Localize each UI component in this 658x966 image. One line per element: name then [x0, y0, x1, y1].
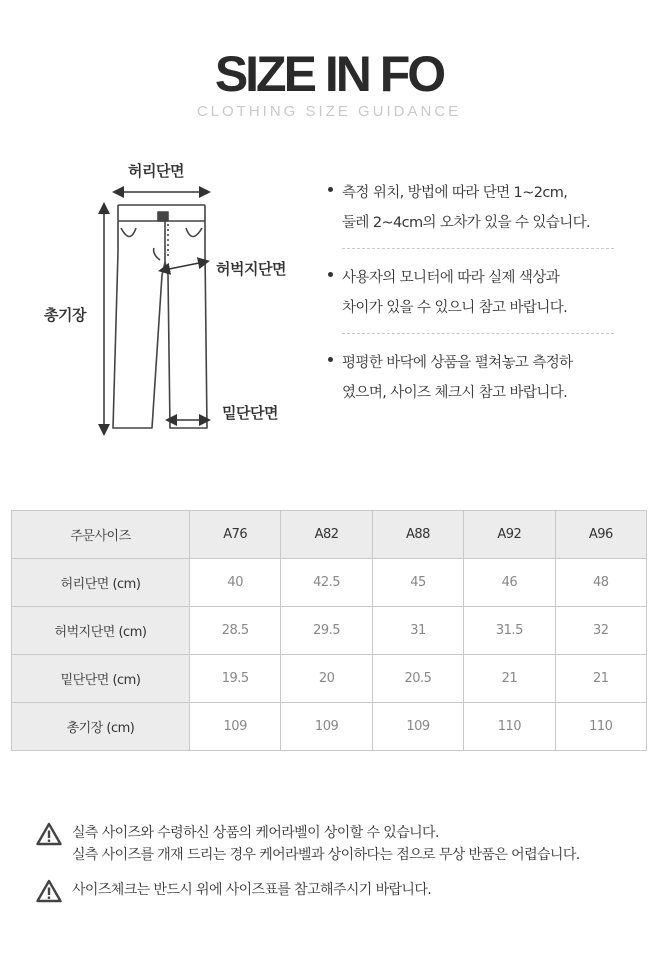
table-cell: 21 [555, 655, 646, 703]
bullet-icon [328, 357, 333, 362]
table-row [12, 655, 647, 703]
table-cell: 32 [555, 607, 646, 655]
bullet-icon [328, 272, 333, 277]
warning-line: 실측 사이즈를 개재 드리는 경우 케어라벨과 상이하다는 점으로 무상 반품은 어렵습니다. [72, 847, 580, 863]
table-cell: 45 [372, 559, 463, 607]
table-cell: 31.5 [464, 607, 555, 655]
table-cell: 109 [372, 703, 463, 751]
table-cell: 109 [281, 703, 372, 751]
note-line: 차이가 있을 수 있으니 참고 바랍니다. [342, 300, 568, 316]
row-label: 밑단단면 (cm) [12, 655, 190, 703]
size-header: A76 [190, 511, 281, 559]
hem-label: 밑단단면 [222, 404, 278, 422]
table-cell: 29.5 [281, 607, 372, 655]
table-row [12, 607, 647, 655]
table-cell: 110 [555, 703, 646, 751]
table-cell: 42.5 [281, 559, 372, 607]
row-label: 허벅지단면 (cm) [12, 607, 190, 655]
row-label: 허리단면 (cm) [12, 559, 190, 607]
note-line: 평평한 바닥에 상품을 펼쳐놓고 측정하 [342, 355, 573, 371]
row-label: 총기장 (cm) [12, 703, 190, 751]
note-line: 였으며, 사이즈 체크시 참고 바랍니다. [342, 385, 568, 401]
note-line: 사용자의 모니터에 따라 실제 색상과 [342, 270, 560, 286]
note-line: 둘레 2~4cm의 오차가 있을 수 있습니다. [342, 215, 591, 231]
table-row [12, 703, 647, 751]
warning-line: 실측 사이즈와 수령하신 상품의 케어라벨이 상이할 수 있습니다. [72, 825, 439, 841]
pants-outline [113, 205, 207, 428]
table-row [12, 559, 647, 607]
note-item [322, 178, 622, 238]
table-corner-header: 주문사이즈 [12, 511, 190, 559]
table-cell: 31 [372, 607, 463, 655]
warning-triangle-icon [36, 879, 62, 903]
table-cell: 48 [555, 559, 646, 607]
table-cell: 20 [281, 655, 372, 703]
bullet-icon [328, 187, 333, 192]
waist-label: 허리단면 [128, 162, 184, 180]
table-cell: 28.5 [190, 607, 281, 655]
table-cell: 110 [464, 703, 555, 751]
page-subtitle: CLOTHING SIZE GUIDANCE [196, 103, 462, 120]
table-cell: 19.5 [190, 655, 281, 703]
table-cell: 21 [464, 655, 555, 703]
note-item [322, 348, 622, 408]
thigh-arrow [164, 262, 204, 270]
size-header: A88 [372, 511, 463, 559]
warning-text [72, 879, 431, 901]
length-label: 총기장 [44, 306, 86, 324]
size-header: A82 [281, 511, 372, 559]
table-cell: 40 [190, 559, 281, 607]
size-table [11, 510, 647, 751]
note-line: 측정 위치, 방법에 따라 단면 1~2cm, [342, 185, 568, 201]
warning-text [72, 822, 580, 866]
table-header-row [12, 511, 647, 559]
size-header: A96 [555, 511, 646, 559]
dashed-divider [342, 333, 614, 334]
warning-triangle-icon [36, 822, 62, 846]
table-cell: 46 [464, 559, 555, 607]
pants-diagram [0, 150, 320, 450]
dashed-divider [342, 248, 614, 249]
table-cell: 20.5 [372, 655, 463, 703]
size-header: A92 [464, 511, 555, 559]
warning-line: 사이즈체크는 반드시 위에 사이즈표를 참고해주시기 바랍니다. [72, 882, 432, 898]
page-title: SIZE IN FO [214, 46, 444, 102]
note-item [322, 263, 622, 323]
table-cell: 109 [190, 703, 281, 751]
thigh-label: 허벅지단면 [216, 260, 286, 278]
measurement-notes [322, 178, 622, 408]
